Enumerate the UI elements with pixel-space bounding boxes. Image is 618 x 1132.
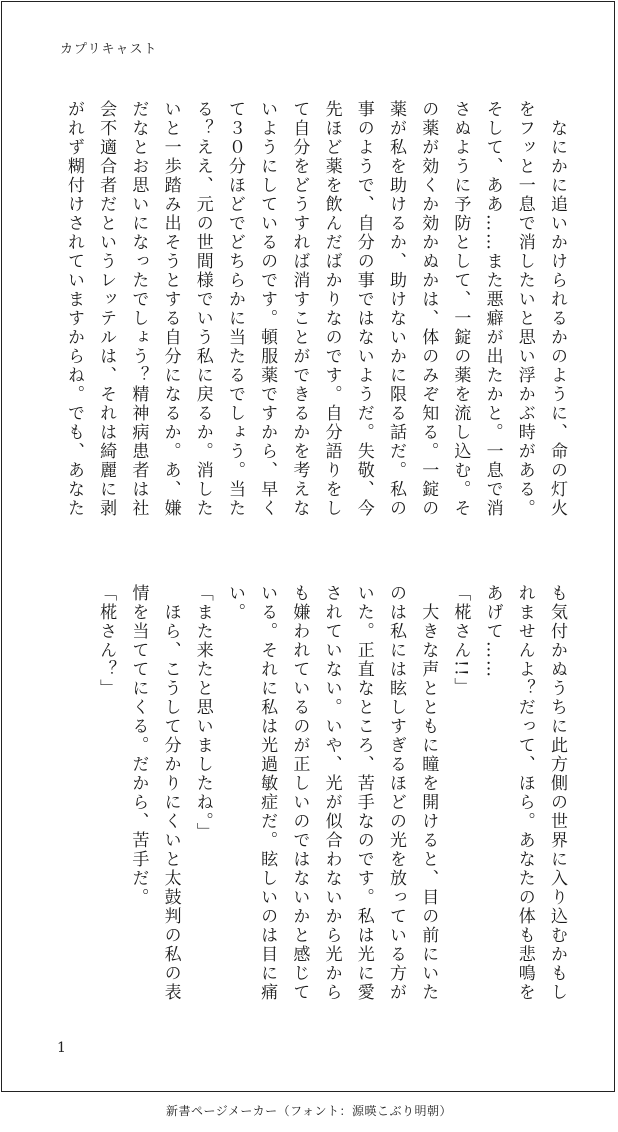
text-column: なにかに追いかけられるかのように、命の灯火 [547,100,567,518]
upper-text-block [58,100,573,545]
text-column: も嫌われているのが正しいのではないかと感じて [289,584,310,1002]
text-column: 情を当ててにくる。だから、苦手だ。 [128,584,149,907]
text-column: だなとお思いになったでしょう？精神病患者は社 [128,100,149,518]
text-column: あげて…… [482,584,503,679]
text-column: をフッと一息で消したいと思い浮かぶ時がある。 [514,100,535,518]
book-page [1,1,615,1092]
text-column: 「椛さん？」 [96,584,117,698]
text-column: て３０分ほどでどちらかに当たるでしょう。当た [224,100,245,518]
text-column: 薬が私を助けるか、助けないかに限る話だ。私の [385,100,406,518]
text-column: のは私には眩しすぎるほどの光を放っている方が [385,584,406,1002]
text-column: いる。それに私は光過敏症だ。眩しいのは目に痛 [257,584,278,1002]
text-column: 会不適合者だというレッテルは、それは綺麗に剥 [96,100,117,518]
text-column: いようにしているのです。頓服薬ですから、早く [257,100,278,518]
text-column: れませんよ？だって、ほら。あなたの体も悲鳴を [514,584,535,1002]
text-column: 事のようで、自分の事ではないようだ。失敬、今 [353,100,374,518]
text-column: る？ええ、元の世間様でいう私に戻るか。消した [192,100,213,518]
text-column: されていない。いや、光が似合わないから光から [321,584,342,1002]
lower-text-block [90,584,573,1029]
text-column: がれず糊付けされていますからね。でも、あなた [63,100,84,518]
page-number: 1 [57,1040,66,1056]
running-header: カプリキャスト [60,42,158,57]
text-column: 大きな声とともに瞳を開けると、目の前にいた [418,584,439,1002]
text-column: ほら、こうして分かりにくいと太鼓判の私の表 [160,584,181,1002]
text-column: 「また来たと思いましたね。」 [192,584,213,842]
text-column: い。 [224,584,245,622]
text-column: いた。正直なところ、苦手なのです。私は光に愛 [353,584,374,1002]
text-column: の薬が効くか効かぬかは、体のみぞ知る。一錠の [418,100,439,518]
text-column: いと一歩踏み出そうとする自分になるか。あ、嫌 [160,100,181,518]
text-column: も気付かぬうちに此方側の世界に入り込むかもし [547,584,567,1002]
text-column: 先ほど薬を飲んだばかりなのです。自分語りをし [321,100,342,518]
text-column: 「椛さん!!」 [450,584,471,697]
text-column: そして、ああ……また悪癖が出たかと。一息で消 [482,100,503,518]
footer-credit: 新書ページメーカー（フォント：源暎こぶり明朝） [165,1104,453,1118]
text-column: て自分をどうすれば消すことができるかを考えな [289,100,310,518]
text-column: さぬように予防として、一錠の薬を流し込む。そ [450,100,471,518]
